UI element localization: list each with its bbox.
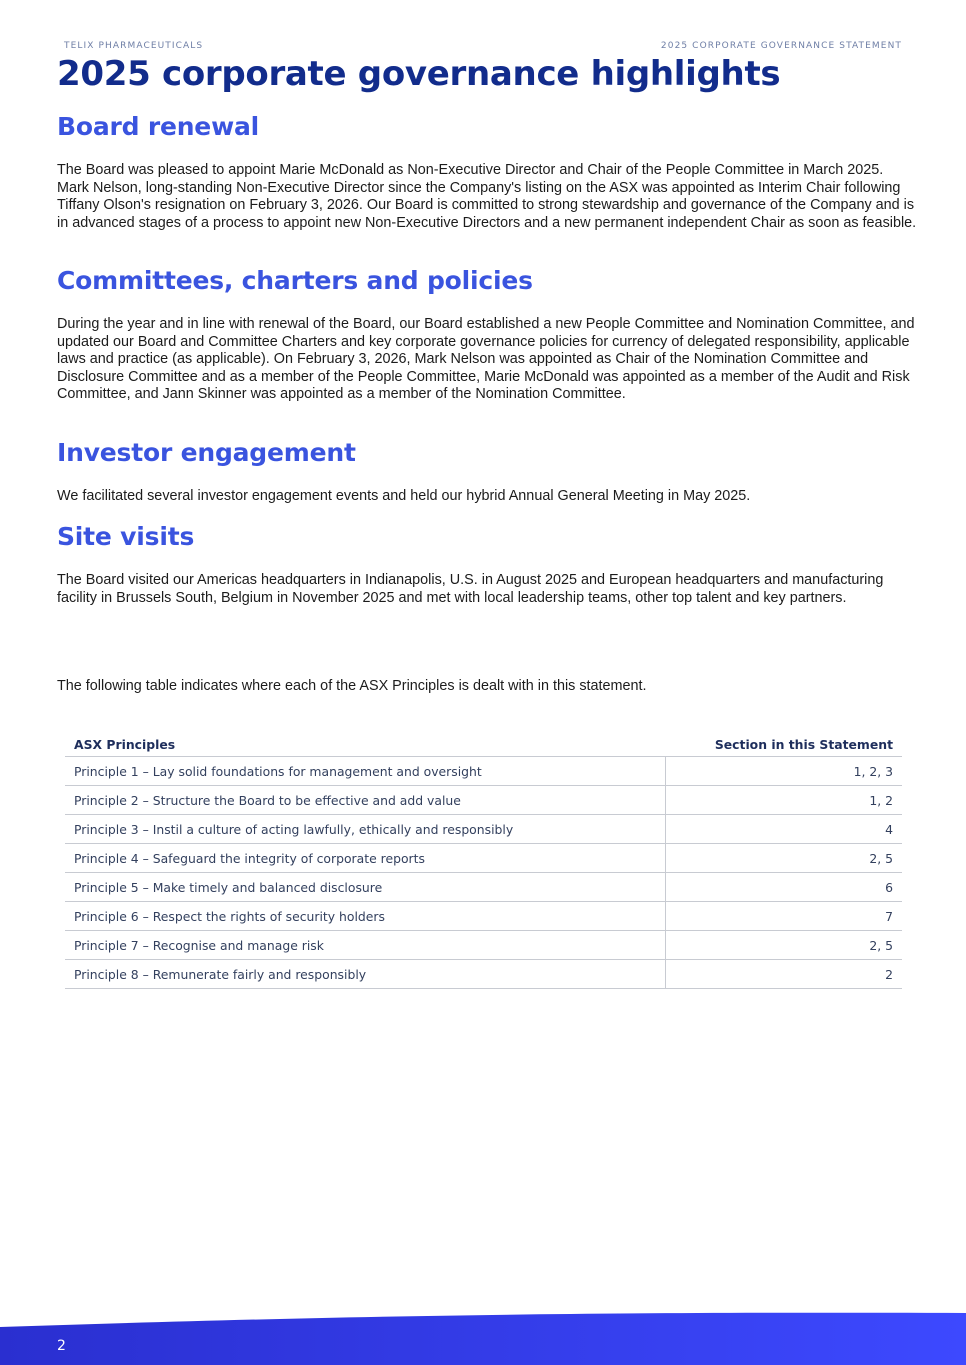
section-cell: 2 <box>666 960 903 989</box>
paragraph-board-renewal: The Board was pleased to appoint Marie McDonald as Non-Executive Director and Chair of the People Committee in March 2025. Mark Nelson, long-standing Non-Executive Director since the Company's listing on the ASX was appointed as Interim Chair following Tiffany Olson's resignation on February 3, 2026. Our Board is committed to strong stewardship and governance of the Company and is in advanced stages of a process to appoint new Non-Executive Directors and a new permanent independent Chair as soon as feasible. <box>57 162 917 231</box>
running-header <box>64 41 902 53</box>
principle-cell: Principle 2 – Structure the Board to be effective and add value <box>65 786 666 815</box>
footer-wave-banner <box>0 1305 966 1365</box>
column-header-principles: ASX Principles <box>65 733 666 757</box>
principle-cell: Principle 7 – Recognise and manage risk <box>65 931 666 960</box>
column-header-section: Section in this Statement <box>666 733 903 757</box>
table-row <box>65 902 902 931</box>
heading-committees: Committees, charters and policies <box>57 266 533 295</box>
section-cell: 4 <box>666 815 903 844</box>
page-title: 2025 corporate governance highlights <box>57 54 781 94</box>
table-row <box>65 960 902 989</box>
asx-principles-table <box>65 733 902 989</box>
paragraph-investor-engagement: We facilitated several investor engagement events and held our hybrid Annual General Meeting in May 2025. <box>57 488 751 504</box>
header-company: TELIX PHARMACEUTICALS <box>64 41 204 51</box>
table-row <box>65 757 902 786</box>
principle-cell: Principle 4 – Safeguard the integrity of corporate reports <box>65 844 666 873</box>
footer-wave-shape <box>0 1313 966 1365</box>
table-row <box>65 931 902 960</box>
principle-cell: Principle 1 – Lay solid foundations for management and oversight <box>65 757 666 786</box>
paragraph-site-visits: The Board visited our Americas headquarters in Indianapolis, U.S. in August 2025 and European headquarters and manufacturing facility in Brussels South, Belgium in November 2025 and met with local leadership teams, other top talent and key partners. <box>57 572 884 606</box>
section-cell: 2, 5 <box>666 844 903 873</box>
section-cell: 7 <box>666 902 903 931</box>
table-row <box>65 786 902 815</box>
table-row <box>65 873 902 902</box>
page-number: 2 <box>57 1338 66 1354</box>
principle-cell: Principle 5 – Make timely and balanced disclosure <box>65 873 666 902</box>
table-header-row <box>65 733 902 757</box>
section-cell: 2, 5 <box>666 931 903 960</box>
heading-site-visits: Site visits <box>57 522 195 551</box>
principle-cell: Principle 8 – Remunerate fairly and responsibly <box>65 960 666 989</box>
section-cell: 6 <box>666 873 903 902</box>
heading-investor-engagement: Investor engagement <box>57 438 356 467</box>
principle-cell: Principle 3 – Instil a culture of acting lawfully, ethically and responsibly <box>65 815 666 844</box>
header-document-title: 2025 CORPORATE GOVERNANCE STATEMENT <box>660 41 902 51</box>
table-row <box>65 815 902 844</box>
section-cell: 1, 2 <box>666 786 903 815</box>
section-cell: 1, 2, 3 <box>666 757 903 786</box>
table-row <box>65 844 902 873</box>
heading-board-renewal: Board renewal <box>57 112 260 141</box>
table-intro: The following table indicates where each of the ASX Principles is dealt with in this statement. <box>57 678 647 694</box>
principle-cell: Principle 6 – Respect the rights of security holders <box>65 902 666 931</box>
paragraph-committees: During the year and in line with renewal of the Board, our Board established a new People Committee and Nomination Committee, and updated our Board and Committee Charters and key corporate governance policies for currency of delegated responsibility, applicable laws and practice (as applicable). On February 3, 2026, Mark Nelson was appointed as Chair of the Nomination Committee and Disclosure Committee and as a member of the People Committee, Marie McDonald was appointed as a member of the Audit and Risk Committee, and Jann Skinner was appointed as a member of the Nomination Committee. <box>57 316 915 403</box>
